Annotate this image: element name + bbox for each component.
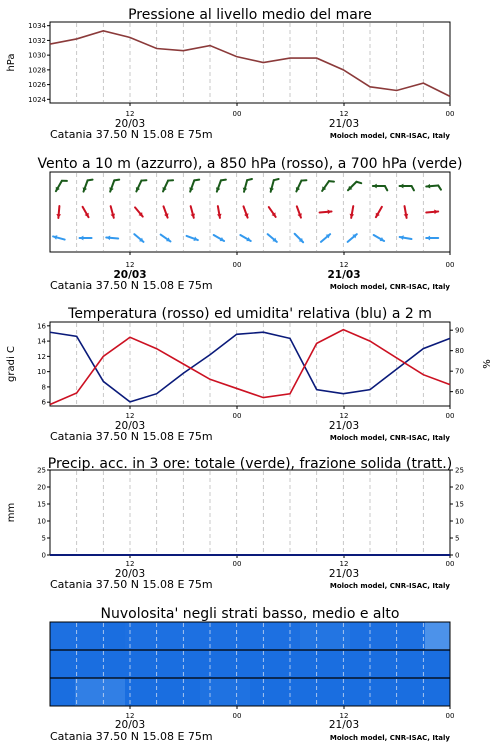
wind-arrow (134, 234, 143, 242)
humidity-line (50, 332, 450, 402)
panel-3 (6, 306, 493, 443)
cloud-cell-alto (200, 622, 226, 650)
wind-arrow (106, 235, 118, 240)
wind-arrow (426, 209, 438, 214)
y-tick-label: 12 (37, 352, 46, 361)
wind-arrow (374, 235, 384, 241)
cloud-cell-basso (225, 678, 251, 706)
time-tick-label: 00 (445, 261, 455, 269)
plot-frame (50, 470, 450, 555)
time-tick-label: 00 (445, 560, 455, 568)
time-tick-label: 00 (232, 261, 242, 269)
wind-arrow (135, 207, 143, 216)
wind-arrow (214, 235, 224, 241)
y-tick-label-right: 15 (455, 500, 464, 509)
cloud-cell-alto (350, 622, 376, 650)
panel-title: Precip. acc. in 3 ore: totale (verde), frazione solida (tratt.) (47, 456, 453, 472)
time-tick-label: 12 (125, 261, 135, 269)
wind-arrow (217, 206, 222, 218)
cloud-cell-medio (125, 650, 151, 678)
y-axis-label: % (482, 359, 493, 369)
cloud-cell-alto (75, 622, 101, 650)
y-tick-label: 25 (37, 466, 46, 475)
wind-arrow (322, 181, 334, 191)
y-tick-label-right: 60 (455, 388, 464, 397)
date-label: 21/03 (328, 719, 360, 731)
location-label: Catania 37.50 N 15.08 E 75m (50, 279, 213, 292)
y-tick-label-right: 5 (455, 534, 460, 543)
cloud-cell-basso (75, 678, 101, 706)
y-tick-label: 5 (41, 534, 46, 543)
cloud-cell-basso (125, 678, 151, 706)
y-tick-label: 15 (37, 500, 46, 509)
wind-arrow (269, 207, 276, 217)
wind-arrow (80, 236, 92, 241)
wind-arrow (109, 180, 119, 192)
wind-arrow (161, 235, 171, 242)
cloud-cell-alto (300, 622, 326, 650)
wind-arrow (320, 209, 332, 214)
y-tick-label: 1026 (28, 81, 46, 90)
wind-arrow (321, 234, 330, 242)
wind-arrow (56, 206, 61, 218)
wind-arrow (269, 179, 278, 192)
time-tick-label: 00 (232, 412, 242, 420)
cloud-cell-alto (50, 622, 76, 650)
cloud-cell-basso (100, 678, 126, 706)
cloud-cell-alto (325, 622, 351, 650)
wind-arrow (111, 206, 116, 218)
date-label: 21/03 (328, 420, 360, 432)
wind-arrow (191, 206, 196, 218)
cloud-cell-medio (75, 650, 101, 678)
wind-arrow (164, 206, 169, 217)
wind-arrow (243, 179, 252, 192)
panel-5 (50, 606, 454, 743)
time-tick-label: 12 (339, 412, 349, 420)
wind-arrow (376, 207, 382, 217)
wind-arrow (83, 207, 89, 217)
time-tick-label: 12 (339, 261, 349, 269)
wind-arrow (426, 236, 438, 241)
wind-arrow (404, 206, 409, 218)
plot-frame (50, 22, 450, 103)
date-label: 20/03 (114, 420, 146, 432)
time-tick-label: 12 (339, 110, 349, 118)
cloud-cell-basso (150, 678, 176, 706)
y-tick-label: 6 (41, 398, 46, 407)
wind-arrow (244, 206, 249, 217)
cloud-cell-medio (200, 650, 226, 678)
wind-arrow (348, 234, 357, 242)
y-tick-label: 0 (41, 551, 46, 560)
cloud-cell-medio (100, 650, 126, 678)
cloud-cell-alto (100, 622, 126, 650)
cloud-cell-alto (225, 622, 251, 650)
time-tick-label: 00 (445, 712, 455, 720)
time-tick-label: 12 (339, 560, 349, 568)
cloud-cell-basso (400, 678, 426, 706)
wind-arrow (216, 180, 226, 192)
wind-arrow (400, 184, 414, 191)
cloud-cell-medio (325, 650, 351, 678)
date-label: 20/03 (114, 568, 146, 580)
cloud-cell-basso (425, 678, 451, 706)
cloud-cell-basso (175, 678, 201, 706)
cloud-cell-medio (300, 650, 326, 678)
date-label: 21/03 (328, 568, 360, 580)
cloud-cell-alto (125, 622, 151, 650)
time-tick-label: 12 (125, 560, 135, 568)
cloud-cell-medio (250, 650, 276, 678)
wind-arrow (240, 235, 250, 241)
model-credit: Moloch model, CNR-ISAC, Italy (329, 434, 450, 442)
y-tick-label-right: 90 (455, 326, 464, 335)
wind-arrow (348, 182, 361, 190)
cloud-cell-basso (250, 678, 276, 706)
y-tick-label-right: 70 (455, 367, 464, 376)
cloud-cell-basso (300, 678, 326, 706)
y-tick-label-right: 10 (455, 517, 464, 526)
y-tick-label: 1034 (28, 22, 46, 31)
cloud-cell-medio (350, 650, 376, 678)
wind-arrow (189, 180, 199, 192)
y-tick-label: 20 (37, 483, 46, 492)
cloud-cell-medio (225, 650, 251, 678)
y-tick-label: 10 (37, 368, 46, 377)
model-credit: Moloch model, CNR-ISAC, Italy (329, 582, 450, 590)
cloud-cell-medio (175, 650, 201, 678)
pressure-line (50, 31, 450, 97)
y-tick-label-right: 20 (455, 483, 464, 492)
wind-arrow (373, 184, 387, 191)
model-credit: Moloch model, CNR-ISAC, Italy (329, 734, 450, 742)
cloud-cell-medio (400, 650, 426, 678)
wind-arrow (56, 181, 67, 191)
y-tick-label-right: 25 (455, 466, 464, 475)
date-label: 20/03 (113, 269, 147, 281)
time-tick-label: 00 (445, 412, 455, 420)
wind-arrow (400, 235, 412, 240)
location-label: Catania 37.50 N 15.08 E 75m (50, 578, 213, 591)
time-tick-label: 12 (339, 712, 349, 720)
time-tick-label: 00 (232, 712, 242, 720)
wind-arrow (268, 234, 277, 242)
y-tick-label: 1024 (28, 95, 46, 104)
wind-arrow (297, 206, 302, 217)
panel-1 (6, 7, 454, 141)
wind-arrow (187, 236, 198, 241)
date-label: 21/03 (327, 269, 361, 281)
wind-arrow (163, 180, 174, 191)
panel-title: Vento a 10 m (azzurro), a 850 hPa (rosso), a 700 hPa (verde) (37, 156, 463, 172)
cloud-cell-alto (175, 622, 201, 650)
y-tick-label-right: 80 (455, 347, 464, 356)
time-tick-label: 12 (125, 412, 135, 420)
cloud-cell-alto (150, 622, 176, 650)
panel-4 (6, 456, 464, 591)
panel-title: Temperatura (rosso) ed umidita' relativa (blu) a 2 m (68, 306, 432, 322)
y-axis-label: mm (6, 502, 17, 523)
date-label: 20/03 (114, 719, 146, 731)
cloud-cell-medio (150, 650, 176, 678)
wind-arrow (350, 206, 355, 218)
y-tick-label: 14 (37, 337, 46, 346)
wind-arrow (296, 180, 307, 191)
cloud-cell-basso (200, 678, 226, 706)
panel-title: Nuvolosita' negli strati basso, medio e alto (100, 606, 400, 622)
location-label: Catania 37.50 N 15.08 E 75m (50, 128, 213, 141)
wind-arrow (53, 235, 65, 240)
y-tick-label-right: 0 (455, 551, 460, 560)
panel-2 (37, 156, 462, 292)
y-tick-label: 10 (37, 517, 46, 526)
wind-arrow (426, 184, 441, 190)
date-label: 21/03 (328, 118, 360, 130)
cloud-cell-alto (250, 622, 276, 650)
cloud-cell-basso (275, 678, 301, 706)
model-credit: Moloch model, CNR-ISAC, Italy (329, 283, 450, 291)
location-label: Catania 37.50 N 15.08 E 75m (50, 730, 213, 743)
cloud-cell-basso (50, 678, 76, 706)
cloud-cell-basso (350, 678, 376, 706)
y-axis-label: gradi C (6, 346, 17, 382)
y-tick-label: 1028 (28, 66, 46, 75)
wind-arrow (136, 180, 147, 191)
time-tick-label: 12 (125, 712, 135, 720)
model-credit: Moloch model, CNR-ISAC, Italy (329, 132, 450, 140)
wind-arrow (83, 180, 93, 192)
location-label: Catania 37.50 N 15.08 E 75m (50, 430, 213, 443)
cloud-cell-medio (275, 650, 301, 678)
cloud-cell-alto (400, 622, 426, 650)
cloud-cell-alto (425, 622, 451, 650)
cloud-cell-basso (325, 678, 351, 706)
time-tick-label: 12 (125, 110, 135, 118)
y-tick-label: 1032 (28, 36, 46, 45)
y-axis-label: hPa (6, 53, 17, 72)
time-tick-label: 00 (232, 110, 242, 118)
wind-arrow (295, 234, 303, 242)
time-tick-label: 00 (232, 560, 242, 568)
y-tick-label: 16 (37, 322, 46, 331)
cloud-cell-alto (275, 622, 301, 650)
panel-title: Pressione al livello medio del mare (128, 7, 372, 23)
time-tick-label: 00 (445, 110, 455, 118)
y-tick-label: 8 (41, 383, 46, 392)
y-tick-label: 1030 (28, 51, 46, 60)
temperature-line (50, 330, 450, 405)
cloud-cell-medio (50, 650, 76, 678)
date-label: 20/03 (114, 118, 146, 130)
cloud-cell-medio (425, 650, 451, 678)
